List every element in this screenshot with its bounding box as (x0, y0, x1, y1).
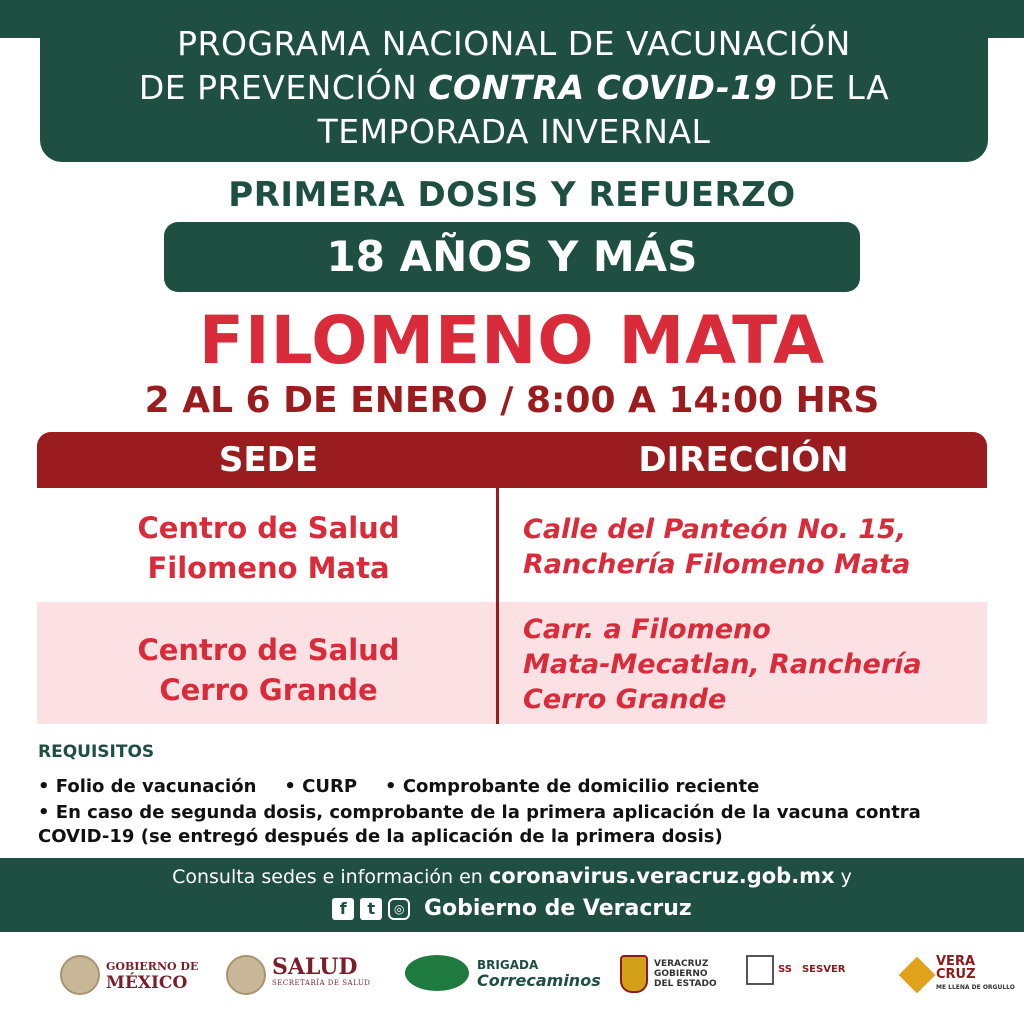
website-link[interactable]: coronavirus.veracruz.gob.mx (488, 864, 835, 888)
column-sede: SEDE (218, 440, 319, 480)
header-line-3: TEMPORADA INVERNAL (317, 112, 711, 151)
twitter-icon[interactable]: t (360, 898, 382, 920)
direccion-cell (523, 612, 983, 717)
direccion-line: Ranchería Filomeno Mata (523, 549, 911, 580)
gob-mexico-line1: GOBIERNO DE (106, 960, 199, 973)
sesver-label: SESVER (801, 964, 846, 975)
requisitos-line (38, 776, 759, 797)
direccion-line: Mata-Mecatlan, Ranchería (523, 649, 922, 680)
dates-schedule: 2 AL 6 DE ENERO / 8:00 A 14:00 HRS (144, 380, 880, 421)
consult-post: y (834, 866, 852, 888)
requisito-item: COVID-19 (se entregó después de la aplicación de la primera dosis) (38, 826, 723, 847)
place-title: FILOMENO MATA (198, 302, 826, 379)
sede-line: Filomeno Mata (147, 551, 390, 585)
salud-title: SALUD (272, 954, 358, 980)
header-line-2 (40, 66, 988, 110)
sede-cell (37, 630, 500, 710)
footer-bar (0, 858, 1024, 932)
requisito-item: • Comprobante de domicilio reciente (385, 776, 760, 797)
direccion-cell (523, 512, 983, 582)
eagle-seal-icon (60, 955, 100, 995)
brigada-line2: Correcaminos (477, 971, 601, 990)
column-direccion: DIRECCIÓN (638, 440, 849, 480)
direccion-line: Cerro Grande (523, 684, 727, 715)
gob-mexico-line2: MÉXICO (106, 973, 188, 993)
dose-subtitle: PRIMERA DOSIS Y REFUERZO (228, 175, 796, 215)
column-divider (496, 488, 499, 724)
brigada-logo (405, 955, 601, 991)
consult-text (0, 864, 1024, 888)
vera-line1: VERA (936, 954, 976, 969)
veracruz-orgullo-logo (904, 955, 1015, 994)
requisito-item: • Folio de vacunación (38, 776, 257, 797)
veracruz-gobierno-logo (620, 955, 717, 993)
table-header (37, 432, 987, 488)
ss-label: SS (778, 964, 792, 975)
header-line-2-post: DE LA (777, 68, 890, 107)
sede-line: Centro de Salud (137, 511, 400, 545)
header-banner (40, 0, 988, 162)
facebook-icon[interactable]: f (332, 898, 354, 920)
requisito-item: • En caso de segunda dosis, comprobante de la primera aplicación de la vacuna contra (38, 802, 921, 823)
vera-sub: ME LLENA DE ORGULLO (936, 984, 1015, 991)
table-row (37, 488, 987, 602)
social-account-name: Gobierno de Veracruz (423, 896, 692, 921)
salud-logo (226, 955, 370, 995)
sede-cell (37, 508, 500, 588)
age-badge: 18 AÑOS Y MÁS (164, 222, 860, 292)
sede-line: Cerro Grande (159, 673, 378, 707)
diamond-icon (899, 956, 936, 993)
gobierno-mexico-logo (60, 955, 198, 995)
sede-line: Centro de Salud (137, 633, 400, 667)
direccion-line: Calle del Panteón No. 15, (523, 514, 907, 545)
veracruz-shield-icon (620, 955, 648, 993)
veracruz-line1: VERACRUZ (654, 959, 709, 969)
direccion-line: Carr. a Filomeno (523, 614, 771, 645)
requisito-item: • CURP (284, 776, 358, 797)
eagle-seal-icon (226, 955, 266, 995)
requisitos-title: REQUISITOS (38, 742, 155, 762)
veracruz-line3: DEL ESTADO (654, 979, 717, 989)
vera-line2: CRUZ (936, 967, 976, 982)
header-line-2-emphasis: CONTRA COVID-19 (428, 68, 778, 107)
veracruz-line2: GOBIERNO (654, 969, 708, 979)
header-line-2-pre: DE PREVENCIÓN (138, 68, 429, 107)
ss-sesver-logo (746, 955, 845, 985)
logo-bar (0, 945, 1024, 1015)
table-row (37, 602, 987, 724)
instagram-icon[interactable]: ◎ (388, 898, 410, 920)
salud-subtitle: SECRETARÍA DE SALUD (272, 979, 371, 987)
brigada-line1: BRIGADA (477, 958, 539, 972)
social-row (0, 896, 1024, 921)
consult-pre: Consulta sedes e información en (172, 866, 489, 888)
header-line-1: PROGRAMA NACIONAL DE VACUNACIÓN (177, 24, 851, 63)
roadrunner-icon (405, 955, 469, 991)
building-icon (746, 955, 774, 985)
